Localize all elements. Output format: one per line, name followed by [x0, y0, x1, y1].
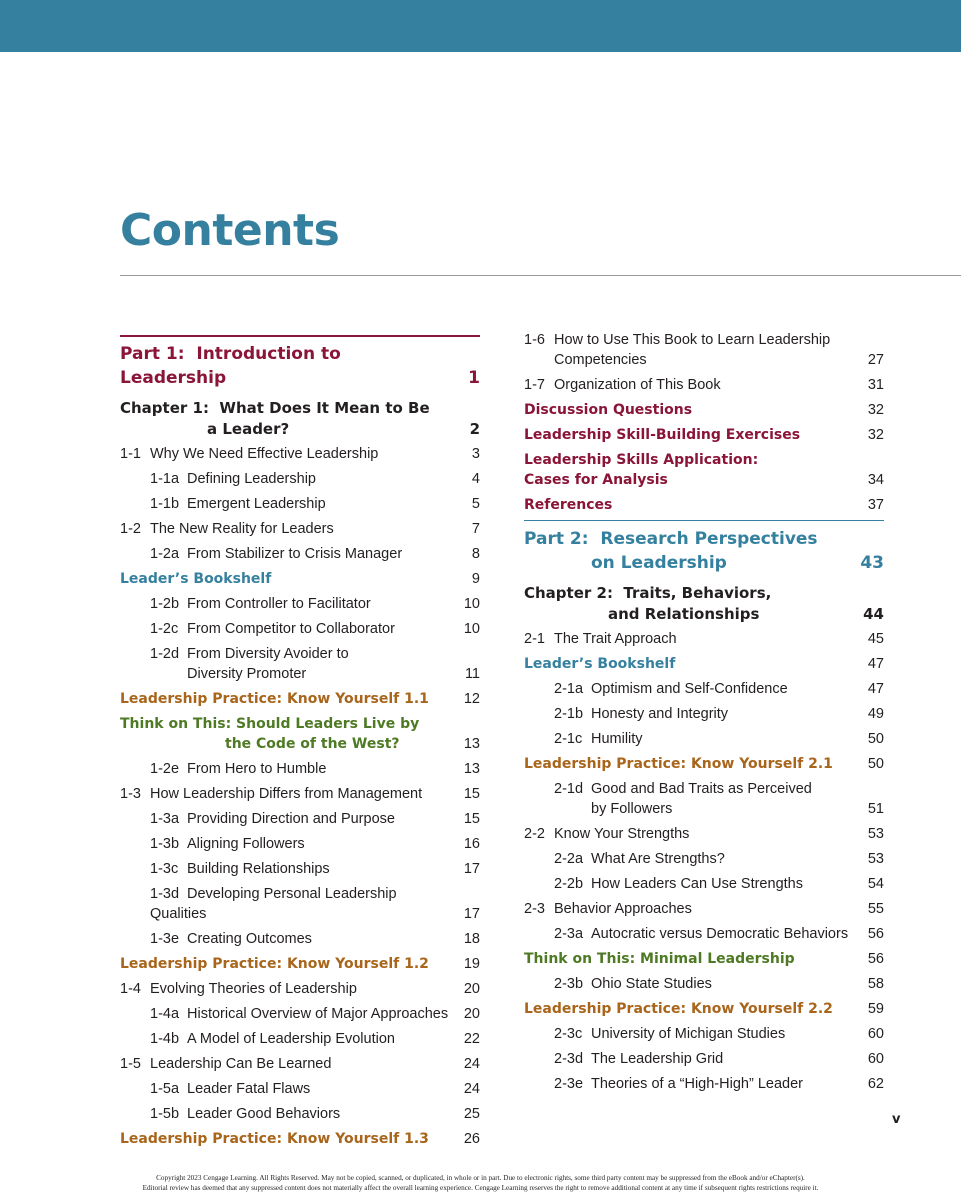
- page-ref: 17: [463, 861, 480, 877]
- entry-title: How Leaders Can Use Strengths: [591, 876, 803, 892]
- section-number: 2-1c: [554, 731, 583, 747]
- section-number: 1-4a: [150, 1006, 180, 1022]
- page-ref: 49: [867, 706, 884, 722]
- page-ref: 18: [463, 931, 480, 947]
- entry-title: Leader Good Behaviors: [187, 1106, 341, 1122]
- part-divider: [524, 520, 884, 521]
- page-ref: 47: [867, 656, 884, 672]
- page-ref: 2: [469, 420, 480, 438]
- entry-title: The Leadership Grid: [591, 1051, 724, 1067]
- toc-entry[interactable]: [120, 859, 480, 879]
- page-ref: 32: [867, 402, 884, 418]
- part-title: Research Perspectives: [600, 529, 818, 549]
- toc-entry[interactable]: [120, 494, 480, 514]
- entry-title-cont: Competencies: [554, 352, 647, 368]
- section-number: 1-1b: [150, 496, 180, 512]
- toc-entry[interactable]: [120, 809, 480, 829]
- section-number: 2-3b: [554, 976, 584, 992]
- title-divider: [120, 275, 961, 276]
- entry-title: How to Use This Book to Learn Leadership: [554, 332, 831, 348]
- toc-entry[interactable]: [120, 644, 480, 684]
- toc-entry[interactable]: [120, 1004, 480, 1024]
- entry-title: Autocratic versus Democratic Behaviors: [591, 926, 849, 942]
- toc-entry[interactable]: [120, 979, 480, 999]
- entry-title: How Leadership Differs from Management: [150, 786, 423, 802]
- toc-entry[interactable]: [524, 824, 884, 844]
- toc-entry[interactable]: [120, 619, 480, 639]
- entry-title-cont: the Code of the West?: [225, 736, 400, 752]
- section-number: 1-3b: [150, 836, 180, 852]
- toc-feature-practice[interactable]: [524, 754, 884, 774]
- entry-title: From Stabilizer to Crisis Manager: [187, 546, 403, 562]
- entry-title: From Hero to Humble: [187, 761, 327, 777]
- entry-title: Evolving Theories of Leadership: [150, 981, 357, 997]
- entry-title: Humility: [591, 731, 643, 747]
- section-number: 1-5a: [150, 1081, 180, 1097]
- page-ref: 19: [463, 956, 480, 972]
- toc-feature-practice[interactable]: [120, 689, 480, 709]
- section-number: 2-2: [524, 826, 545, 842]
- toc-entry[interactable]: [524, 679, 884, 699]
- section-number: 1-2d: [150, 646, 180, 662]
- page-ref: 44: [863, 605, 884, 623]
- copyright-footer: [0, 1173, 961, 1193]
- section-number: 2-3: [524, 901, 545, 917]
- toc-feature-think[interactable]: [524, 949, 884, 969]
- page-ref: 15: [463, 811, 480, 827]
- entry-title: Discussion Questions: [524, 402, 693, 418]
- page-ref: 27: [867, 352, 884, 368]
- entry-title: Defining Leadership: [187, 471, 316, 487]
- toc-entry[interactable]: [120, 1029, 480, 1049]
- page-ref: 50: [867, 756, 884, 772]
- entry-title: A Model of Leadership Evolution: [187, 1031, 395, 1047]
- entry-title: The New Reality for Leaders: [150, 521, 334, 537]
- toc-entry[interactable]: [524, 974, 884, 994]
- entry-title: Behavior Approaches: [554, 901, 692, 917]
- toc-entry[interactable]: [524, 1049, 884, 1069]
- part-divider: [120, 335, 480, 337]
- toc-entry[interactable]: [524, 1024, 884, 1044]
- chapter-title-cont: a Leader?: [207, 420, 290, 438]
- page-ref: 58: [867, 976, 884, 992]
- page-ref: 60: [867, 1026, 884, 1042]
- part-label: Part 1:: [120, 344, 185, 364]
- toc-entry[interactable]: [120, 834, 480, 854]
- entry-title: From Competitor to Collaborator: [187, 621, 395, 637]
- page-ref: 54: [867, 876, 884, 892]
- entry-title: Leader’s Bookshelf: [120, 571, 272, 587]
- toc-feature-references[interactable]: [524, 495, 884, 515]
- section-number: 2-3c: [554, 1026, 583, 1042]
- part-title-cont: on Leadership: [591, 553, 727, 573]
- chapter-title: Traits, Behaviors,: [623, 584, 772, 602]
- entry-title: Know Your Strengths: [554, 826, 690, 842]
- toc-entry[interactable]: [524, 779, 884, 819]
- page-ref: 17: [463, 906, 480, 922]
- page-ref: 59: [867, 1001, 884, 1017]
- section-number: 2-2a: [554, 851, 584, 867]
- page-ref: 50: [867, 731, 884, 747]
- toc-entry[interactable]: [120, 1054, 480, 1074]
- page-ref: 10: [463, 621, 480, 637]
- page-ref: 1: [468, 368, 480, 388]
- entry-title: From Controller to Facilitator: [187, 596, 371, 612]
- section-number: 1-2e: [150, 761, 180, 777]
- toc-entry[interactable]: [120, 1104, 480, 1124]
- page-ref: 53: [867, 826, 884, 842]
- header-band: [0, 0, 961, 52]
- toc-entry[interactable]: [524, 849, 884, 869]
- toc-entry[interactable]: [120, 929, 480, 949]
- toc-entry[interactable]: [120, 519, 480, 539]
- entry-title: University of Michigan Studies: [591, 1026, 786, 1042]
- section-number: 1-6: [524, 332, 545, 348]
- entry-title: Historical Overview of Major Approaches: [187, 1006, 449, 1022]
- section-number: 2-1a: [554, 681, 584, 697]
- page-ref: 20: [463, 1006, 480, 1022]
- part-label: Part 2:: [524, 529, 589, 549]
- toc-chapter-1[interactable]: [120, 398, 480, 440]
- page-ref: 15: [463, 786, 480, 802]
- page-ref: 53: [867, 851, 884, 867]
- toc-feature-bookshelf[interactable]: [524, 654, 884, 674]
- page-ref: 11: [464, 666, 480, 682]
- toc-feature-cases[interactable]: [524, 450, 884, 490]
- toc-entry[interactable]: [120, 884, 480, 924]
- section-number: 1-5b: [150, 1106, 180, 1122]
- toc-column-right: [524, 330, 884, 1099]
- entry-title: Leadership Can Be Learned: [150, 1056, 332, 1072]
- toc-entry[interactable]: [524, 629, 884, 649]
- entry-title: Aligning Followers: [187, 836, 305, 852]
- page-ref: 45: [867, 631, 884, 647]
- page-ref: 24: [463, 1056, 480, 1072]
- section-number: 2-1d: [554, 781, 584, 797]
- page-title: Contents: [120, 205, 340, 256]
- page-ref: 31: [867, 377, 884, 393]
- page-ref: 16: [463, 836, 480, 852]
- page-ref: 60: [867, 1051, 884, 1067]
- toc-feature-discussion[interactable]: [524, 400, 884, 420]
- toc-feature-bookshelf[interactable]: [120, 569, 480, 589]
- section-number: 2-3d: [554, 1051, 584, 1067]
- entry-title-cont: by Followers: [591, 801, 673, 817]
- page-ref: 20: [463, 981, 480, 997]
- entry-title: Leadership Skill-Building Exercises: [524, 427, 801, 443]
- entry-title: Think on This: Should Leaders Live by: [120, 716, 420, 732]
- section-number: 2-2b: [554, 876, 584, 892]
- page-ref: 43: [860, 553, 884, 573]
- page-ref: 56: [867, 926, 884, 942]
- section-number: 2-1: [524, 631, 545, 647]
- page-ref: 12: [463, 691, 480, 707]
- entry-title: Why We Need Effective Leadership: [150, 446, 379, 462]
- page-ref: 37: [867, 497, 884, 513]
- section-number: 1-1a: [150, 471, 180, 487]
- page-ref: 7: [471, 521, 480, 537]
- toc-feature-practice[interactable]: [120, 954, 480, 974]
- page-ref: 55: [867, 901, 884, 917]
- toc-column-left: [120, 335, 480, 1154]
- page-ref: 22: [463, 1031, 480, 1047]
- toc-chapter-2[interactable]: [524, 583, 884, 625]
- entry-title: Think on This: Minimal Leadership: [524, 951, 795, 967]
- toc-entry[interactable]: [120, 544, 480, 564]
- section-number: 1-5: [120, 1056, 141, 1072]
- section-number: 1-2a: [150, 546, 180, 562]
- entry-title: Creating Outcomes: [187, 931, 312, 947]
- toc-entry[interactable]: [120, 1079, 480, 1099]
- entry-title: Honesty and Integrity: [591, 706, 729, 722]
- entry-title: Emergent Leadership: [187, 496, 326, 512]
- entry-title: Leader Fatal Flaws: [187, 1081, 311, 1097]
- section-number: 1-3e: [150, 931, 180, 947]
- entry-title: Ohio State Studies: [591, 976, 712, 992]
- section-number: 1-3a: [150, 811, 180, 827]
- toc-part-2[interactable]: [524, 527, 884, 575]
- toc-feature-practice[interactable]: [524, 999, 884, 1019]
- section-number: 2-1b: [554, 706, 584, 722]
- page-ref: 13: [463, 761, 480, 777]
- page-ref: 9: [471, 571, 480, 587]
- entry-title: Leadership Practice: Know Yourself 1.1: [120, 691, 429, 707]
- entry-title-cont: Cases for Analysis: [524, 472, 668, 488]
- page-ref: 3: [471, 446, 480, 462]
- page-ref: 25: [463, 1106, 480, 1122]
- page-ref: 26: [463, 1131, 480, 1147]
- toc-entry[interactable]: [524, 729, 884, 749]
- toc-entry[interactable]: [524, 899, 884, 919]
- page-ref: 32: [867, 427, 884, 443]
- toc-entry[interactable]: [524, 924, 884, 944]
- entry-title: Leadership Practice: Know Yourself 1.3: [120, 1131, 429, 1147]
- entry-title: Leadership Practice: Know Yourself 2.1: [524, 756, 833, 772]
- toc-entry[interactable]: [120, 469, 480, 489]
- page-ref: 10: [463, 596, 480, 612]
- toc-entry[interactable]: [524, 375, 884, 395]
- page-ref: 4: [471, 471, 480, 487]
- section-number: 1-3c: [150, 861, 179, 877]
- entry-title: Optimism and Self-Confidence: [591, 681, 788, 697]
- section-number: 1-7: [524, 377, 545, 393]
- section-number: 1-2c: [150, 621, 179, 637]
- toc-part-1[interactable]: [120, 342, 480, 390]
- toc-entry[interactable]: [524, 330, 884, 370]
- toc-feature-practice[interactable]: [120, 1129, 480, 1149]
- part-title: Introduction to Leadership: [120, 344, 341, 388]
- entry-title: Leadership Practice: Know Yourself 1.2: [120, 956, 429, 972]
- entry-title: The Trait Approach: [554, 631, 677, 647]
- entry-title: Developing Personal Leadership Qualities: [150, 886, 397, 922]
- footer-line: Editorial review has deemed that any suppressed content does not materially affect the overall learning experience. Cengage Learning reserves the right to remove additional content at any time if subsequent rights restrictions require it.: [142, 1184, 819, 1192]
- page-ref: 5: [471, 496, 480, 512]
- page-ref: 13: [463, 736, 480, 752]
- toc-feature-exercises[interactable]: [524, 425, 884, 445]
- entry-title: Organization of This Book: [554, 377, 721, 393]
- page-ref: 34: [867, 472, 884, 488]
- page-ref: 47: [867, 681, 884, 697]
- entry-title: Leadership Practice: Know Yourself 2.2: [524, 1001, 833, 1017]
- entry-title-cont: Diversity Promoter: [187, 666, 307, 682]
- entry-title: What Are Strengths?: [591, 851, 725, 867]
- chapter-title-cont: and Relationships: [608, 605, 760, 623]
- entry-title: Leader’s Bookshelf: [524, 656, 676, 672]
- entry-title: Providing Direction and Purpose: [187, 811, 395, 827]
- toc-entry[interactable]: [120, 784, 480, 804]
- section-number: 1-2: [120, 521, 141, 537]
- entry-title: Theories of a “High-High” Leader: [591, 1076, 803, 1092]
- toc-entry[interactable]: [524, 704, 884, 724]
- entry-title: References: [524, 497, 613, 513]
- section-number: 1-4: [120, 981, 141, 997]
- chapter-label: Chapter 2:: [524, 584, 613, 602]
- section-number: 2-3a: [554, 926, 584, 942]
- page-ref: 24: [463, 1081, 480, 1097]
- section-number: 1-2b: [150, 596, 180, 612]
- toc-entry[interactable]: [524, 1074, 884, 1094]
- toc-feature-think[interactable]: [120, 714, 480, 754]
- page-ref: 62: [867, 1076, 884, 1092]
- entry-title: Good and Bad Traits as Perceived: [591, 781, 812, 797]
- entry-title: Leadership Skills Application:: [524, 452, 759, 468]
- footer-line: Copyright 2023 Cengage Learning. All Rights Reserved. May not be copied, scanned, or duplicated, in whole or in part. Due to electronic rights, some third party content may be suppressed from the eBook and/or eChapter(s).: [156, 1174, 805, 1182]
- section-number: 1-4b: [150, 1031, 180, 1047]
- page-ref: 56: [867, 951, 884, 967]
- section-number: 1-3d: [150, 886, 180, 902]
- page-ref: 51: [867, 801, 884, 817]
- entry-title: Building Relationships: [187, 861, 330, 877]
- entry-title: From Diversity Avoider to: [187, 646, 349, 662]
- chapter-label: Chapter 1:: [120, 399, 209, 417]
- section-number: 1-3: [120, 786, 141, 802]
- toc-entry[interactable]: [524, 874, 884, 894]
- section-number: 2-3e: [554, 1076, 584, 1092]
- section-number: 1-1: [120, 446, 141, 462]
- toc-entry[interactable]: [120, 594, 480, 614]
- chapter-title: What Does It Mean to Be: [219, 399, 430, 417]
- toc-entry[interactable]: [120, 444, 480, 464]
- page-ref: 8: [471, 546, 480, 562]
- toc-entry[interactable]: [120, 759, 480, 779]
- page-number: v: [892, 1112, 901, 1127]
